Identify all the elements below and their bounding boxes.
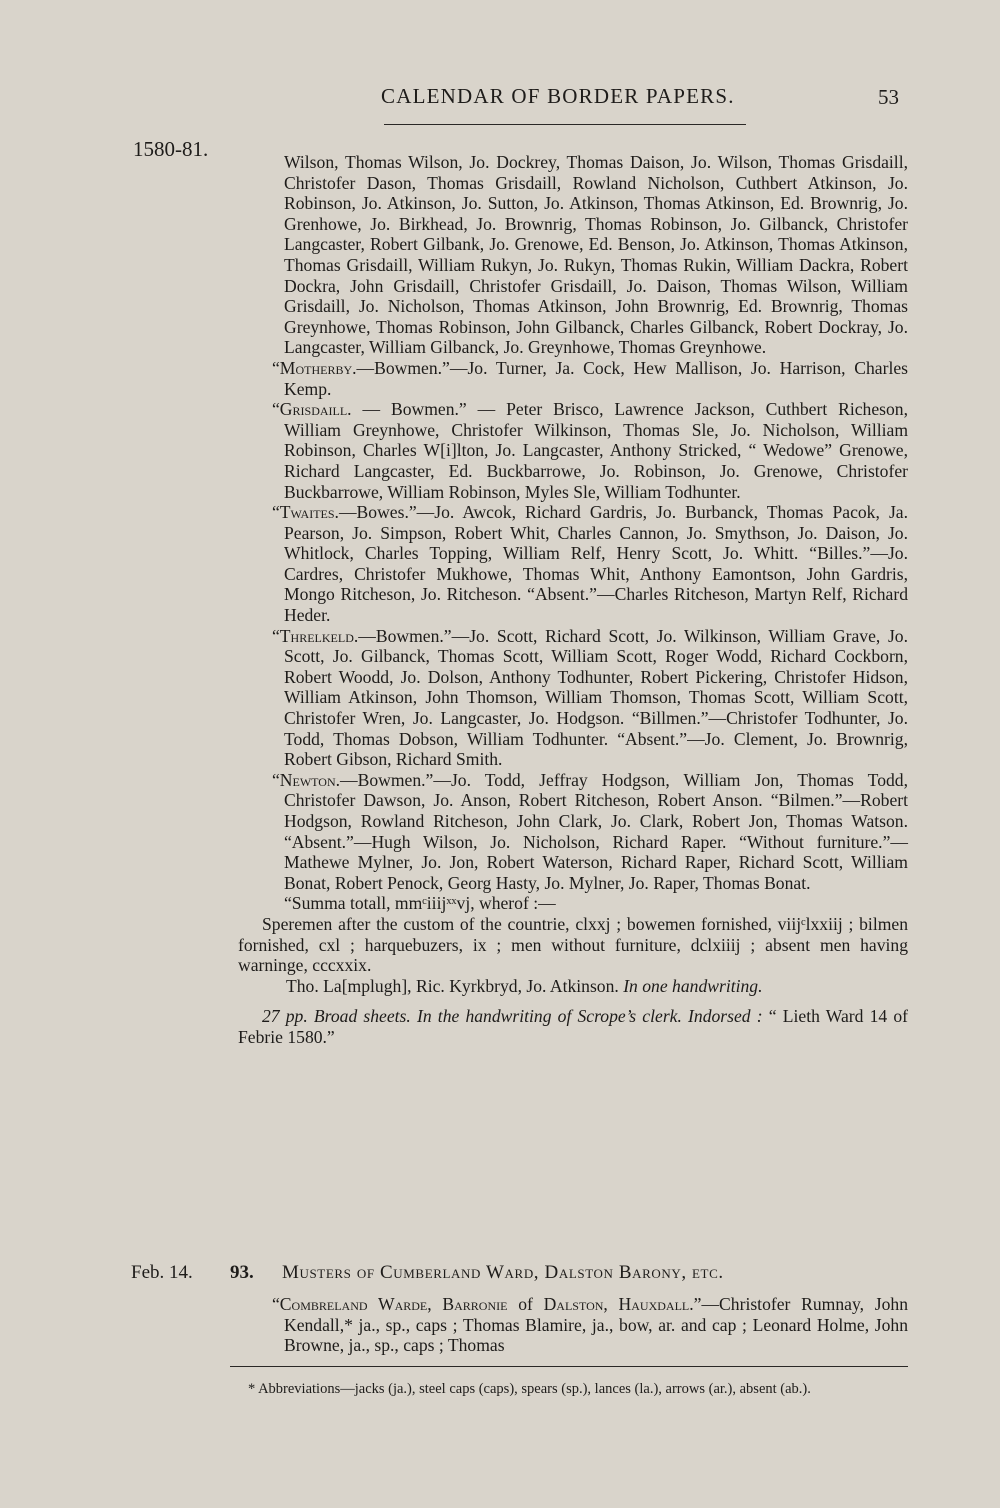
footnote: * Abbreviations—jacks (ja.), steel caps (caps), spears (sp.), lances (la.), arrows (ar.), absent (ab.).: [248, 1381, 811, 1397]
entry-heading: [0, 1262, 1000, 1288]
summa-line: “Summa totall, mmᶜiiijˣˣvj, wherof :—: [284, 893, 556, 914]
paragraph-lead: “Threlkeld.: [272, 625, 359, 646]
entry-place: Dalston, Hauxdall.: [543, 1294, 694, 1314]
endorsement-text: “ Lieth Ward 14 of Febrie 1580.”: [238, 1006, 908, 1047]
signature-note: In one handwriting.: [623, 975, 763, 996]
paragraph-threlkeld: [238, 626, 908, 770]
paragraph-continuation: [238, 152, 908, 358]
year-label: 1580-81.: [133, 137, 209, 161]
entry-lead: “Combreland Warde, Barronie: [272, 1294, 508, 1314]
entry-body: [238, 1294, 908, 1356]
paragraph-lead: “Grisdaill.: [272, 399, 352, 420]
paragraph-grisdaill: [238, 399, 908, 502]
endorsement-hand: In the handwriting of Scrope’s clerk.: [416, 1006, 682, 1027]
endorsement: [238, 1006, 908, 1047]
running-header: [0, 84, 1000, 114]
page-number: 53: [878, 85, 899, 109]
entry-paragraph: [238, 1294, 908, 1356]
endorsement-label: Indorsed :: [688, 1006, 763, 1027]
entry-number: 93.: [230, 1262, 254, 1283]
paragraph-text: —Bowes.”—Jo. Awcok, Richard Gardris, Jo. Burbanck, Thomas Pacok, Ja. Pearson, Jo. Simpson, Robert Whit, Charles Cannon, Jo. Smythson, Jo. Daison, Jo. Whitlock, Charles Topping, William Relf, Henry Scott, Jo. Whitt. “Billes.”—Jo. Cardres, Christofer Mukhowe, Thomas Whit, Anthony Eamontson, John Gardris, Mongo Ritcheson, Jo. Ritcheson. “Absent.”—Charles Ritcheson, Martyn Relf, Richard Heder.: [284, 502, 908, 626]
document-body: [238, 152, 908, 1048]
footnote-rule: [230, 1366, 908, 1367]
endorsement-format: 27 pp. Broad sheets.: [262, 1006, 411, 1027]
entry-of: of: [507, 1294, 544, 1314]
header-rule: [384, 124, 746, 125]
paragraph-text: —Bowmen.”—Jo. Turner, Ja. Cock, Hew Mallison, Jo. Harrison, Charles Kemp.: [284, 357, 908, 399]
paragraph-text: —Bowmen.”—Jo. Todd, Jeffray Hodgson, William Jon, Thomas Todd, Christofer Dawson, Jo. Anson, Robert Ritcheson, Robert Anson. “Bilmen.”—Robert Hodgson, Rowland Ritcheson, John Clark, Jo. Clark, Robert Jon, Thomas Watson. “Absent.”—Hugh Wilson, Jo. Nicholson, Richard Raper. “Without furniture.”—Mathewe Mylner, Jo. Jon, Robert Waterson, Richard Raper, Richard Scott, William Bonat, Robert Penock, Georg Hasty, Jo. Mylner, Jo. Raper, Thomas Bonat.: [284, 769, 908, 893]
page-title: CALENDAR OF BORDER PAPERS.: [381, 84, 735, 108]
signatures: [238, 976, 908, 997]
paragraph-text: — Bowmen.” — Peter Brisco, Lawrence Jackson, Cuthbert Richeson, William Greynhowe, Christofer Wilkinson, Thomas Sle, Jo. Nicholson, William Robinson, Charles W[i]lton, Jo. Langcaster, Anthony Stricked, “ Wedowe” Grenowe, Richard Langcaster, Ed. Buckbarrowe, Jo. Robinson, Jo. Grenowe, Christofer Buckbarrowe, William Robinson, Myles Sle, William Todhunter.: [284, 399, 908, 502]
paragraph-lead: “Twaites.: [272, 502, 339, 523]
paragraph-motherby: [238, 358, 908, 399]
paragraph-newton: [238, 770, 908, 894]
paragraph-lead: “Motherby.: [272, 357, 357, 378]
paragraph-text: Wilson, Thomas Wilson, Jo. Dockrey, Thomas Daison, Jo. Wilson, Thomas Grisdaill, Christofer Dason, Thomas Grisdaill, Rowland Nicholson, Cuthbert Atkinson, Jo. Robinson, Jo. Atkinson, Jo. Sutton, Jo. Atkinson, Thomas Atkinson, Ed. Brownrig, Jo. Grenhowe, Jo. Birkhead, Jo. Brownrig, Thomas Robinson, Jo. Gilbanck, Christofer Langcaster, Robert Gilbank, Jo. Grenowe, Ed. Benson, Jo. Atkinson, Thomas Atkinson, Thomas Grisdaill, William Rukyn, Jo. Rukyn, Thomas Rukin, William Dackra, Robert Dockra, John Grisdaill, Christofer Grisdaill, Jo. Daison, Thomas Wilson, William Grisdaill, Jo. Nicholson, Thomas Atkinson, John Brownrig, Ed. Brownrig, Thomas Greynhowe, Thomas Robinson, John Gilbanck, Charles Gilbanck, Robert Dockray, Jo. Langcaster, William Gilbanck, Jo. Greynhowe, Thomas Greynhowe.: [284, 152, 908, 358]
paragraph-twaites: [238, 502, 908, 626]
entry-text: ”—Christofer Rumnay, John Kendall,* ja., sp., caps ; Thomas Blamire, ja., bow, ar. and cap ; Leonard Holme, John Browne, ja., sp., caps ; Thomas: [284, 1294, 908, 1356]
summa-text: Speremen after the custom of the countrie, clxxj ; bowemen fornished, viijᶜlxxiij ; bilmen fornished, cxl ; harquebuzers, ix ; men without furniture, dclxiiij ; absent men having warninge, cccxxix.: [238, 913, 908, 976]
entry-date: Feb. 14.: [131, 1262, 193, 1283]
paragraph-lead: “Newton.: [272, 769, 341, 790]
entry-title: Musters of Cumberland Ward, Dalston Barony, etc.: [282, 1262, 724, 1283]
signature-names: Tho. La[mplugh], Ric. Kyrkbryd, Jo. Atkinson.: [286, 975, 619, 996]
paragraph-text: —Bowmen.”—Jo. Scott, Richard Scott, Jo. Wilkinson, William Grave, Jo. Scott, Jo. Gilbanck, Thomas Scott, William Scott, Roger Wodd, Richard Cockborn, Robert Woodd, Jo. Dolson, Anthony Todhunter, Robert Pickering, Christofer Hidson, William Atkinson, John Thomson, William Thomson, Thomas Scott, William Scott, Christofer Wren, Jo. Langcaster, Jo. Hodgson. “Billmen.”—Christofer Todhunter, Jo. Todd, Thomas Dobson, William Todhunter. “Absent.”—Jo. Clement, Jo. Brownrig, Robert Gibson, Richard Smith.: [284, 625, 908, 770]
